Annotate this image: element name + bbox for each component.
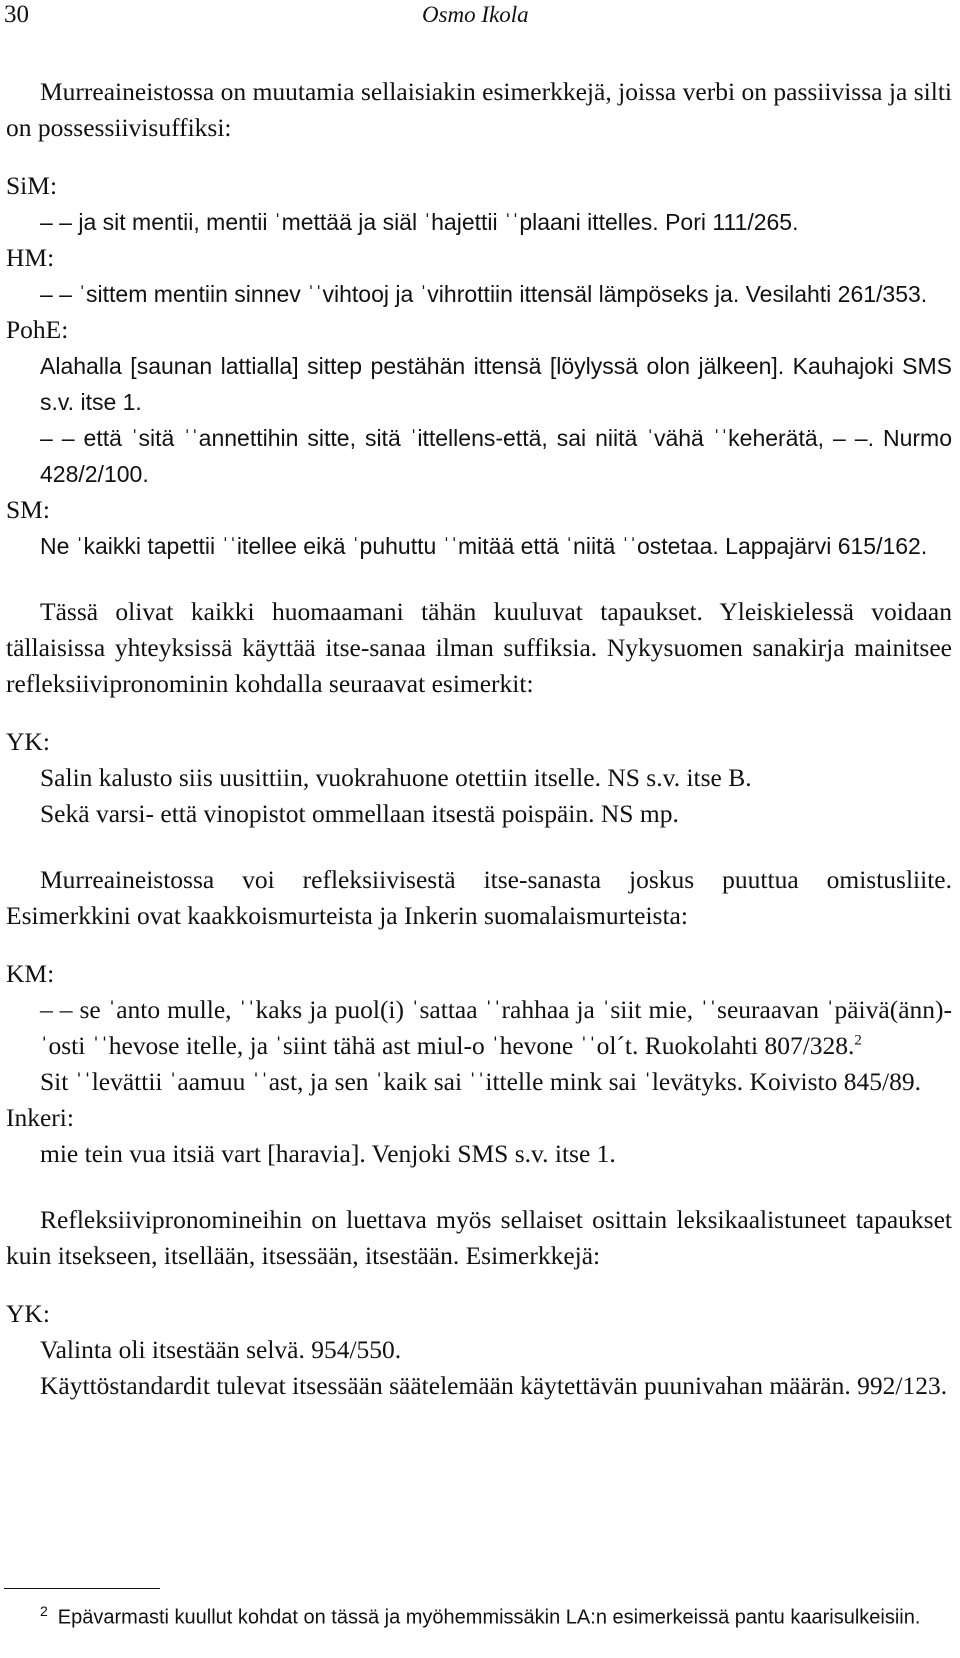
body-text — [6, 74, 952, 1404]
footnote — [4, 1598, 950, 1632]
example-sm: Ne ˈkaikki tapettii ˈˈitellee eikä ˈpuhuttu ˈˈmitää että ˈniitä ˈˈostetaa. Lappajärvi 615/162. — [40, 533, 928, 559]
example-yk-2a: Valinta oli itsestään selvä. 954/550. — [40, 1335, 402, 1364]
paragraph-4: Refleksiivipronomineihin on luettava myös sellaiset osittain leksikaalistuneet tapaukset kuin itsekseen, itsellään, itsessään, itsestään. Esimerkkejä: — [6, 1205, 952, 1270]
example-sim: – – ja sit mentii, mentii ˈmettää ja siäl ˈhajettii ˈˈplaani ittelles. Pori 111/265. — [40, 209, 799, 235]
footnote-text: Epävarmasti kuullut kohdat on tässä ja myöhemmissäkin LA:n esimerkeissä pantu kaarisulkeisiin. — [57, 1606, 921, 1629]
paragraph-1: Murreaineistossa on muutamia sellaisiakin esimerkkejä, joissa verbi on passiivissa ja silti on possessiivisuffiksi: — [6, 77, 952, 142]
paragraph-3: Murreaineistossa voi refleksiivisestä itse-sanasta joskus puuttua omistusliite. Esimerkkini ovat kaakkoismurteista ja Inkerin suomalaismurteista: — [6, 865, 952, 930]
example-pohe-2: – – että ˈsitä ˈˈannettihin sitte, sitä ˈittellens-että, sai niitä ˈvähä ˈˈkeherätä, – –. Nurmo 428/2/100. — [40, 425, 952, 487]
example-hm: – – ˈsittem mentiin sinnev ˈˈvihtooj ja ˈvihrottiin ittensäl lämpöseks ja. Vesilahti 261/353. — [40, 281, 928, 307]
example-km-1 — [40, 992, 952, 1064]
example-yk-2b: Käyttöstandardit tulevat itsessään säätelemään käytettävän puunivahan määrän. 992/123. — [40, 1371, 948, 1400]
running-head: Osmo Ikola — [422, 2, 529, 27]
dialect-label-sim: SiM: — [6, 171, 58, 200]
example-km-1-text: – – se ˈanto mulle, ˈˈkaks ja puol(i) ˈsattaa ˈˈrahhaa ja ˈsiit mie, ˈˈseuraavan ˈpäivä(änn)- ˈosti ˈˈhevose itelle, ja ˈsiint tähä ast miul-o ˈhevone ˈˈolˊt. Ruokolahti 807/328. — [40, 995, 952, 1060]
example-km-2: Sit ˈˈlevättii ˈaamuu ˈˈast, ja sen ˈkaik sai ˈˈittelle mink sai ˈlevätyks. Koivisto 845/89. — [40, 1067, 921, 1096]
example-inkeri: mie tein vua itsiä vart [haravia]. Venjoki SMS s.v. itse 1. — [40, 1139, 616, 1168]
dialect-label-sm: SM: — [6, 495, 50, 524]
footnote-divider — [4, 1588, 160, 1589]
footnote-mark: 2 — [40, 1603, 48, 1619]
paragraph-2: Tässä olivat kaikki huomaamani tähän kuuluvat tapaukset. Yleiskielessä voidaan tällaisissa yhteyksissä käyttää itse-sanaa ilman suffiksia. Nykysuomen sanakirja mainitsee refleksiivipronominin kohdalla seuraavat esimerkit: — [6, 597, 952, 698]
example-yk-1b: Sekä varsi- että vinopistot ommellaan itsestä poispäin. NS mp. — [40, 799, 679, 828]
label-yk-2: YK: — [6, 1299, 50, 1328]
dialect-label-inkeri: Inkeri: — [6, 1103, 74, 1132]
example-pohe-1: Alahalla [saunan lattialla] sittep pestähän ittensä [löylyssä olon jälkeen]. Kauhajoki SMS s.v. itse 1. — [40, 353, 952, 415]
label-yk-1: YK: — [6, 727, 50, 756]
dialect-label-km: KM: — [6, 959, 55, 988]
page-number: 30 — [4, 1, 29, 28]
example-yk-1a: Salin kalusto siis uusittiin, vuokrahuone otettiin itselle. NS s.v. itse B. — [40, 763, 752, 792]
page-header — [0, 0, 960, 30]
dialect-label-hm: HM: — [6, 243, 55, 272]
dialect-label-pohe: PohE: — [6, 315, 69, 344]
footnote-reference: 2 — [854, 1032, 862, 1049]
